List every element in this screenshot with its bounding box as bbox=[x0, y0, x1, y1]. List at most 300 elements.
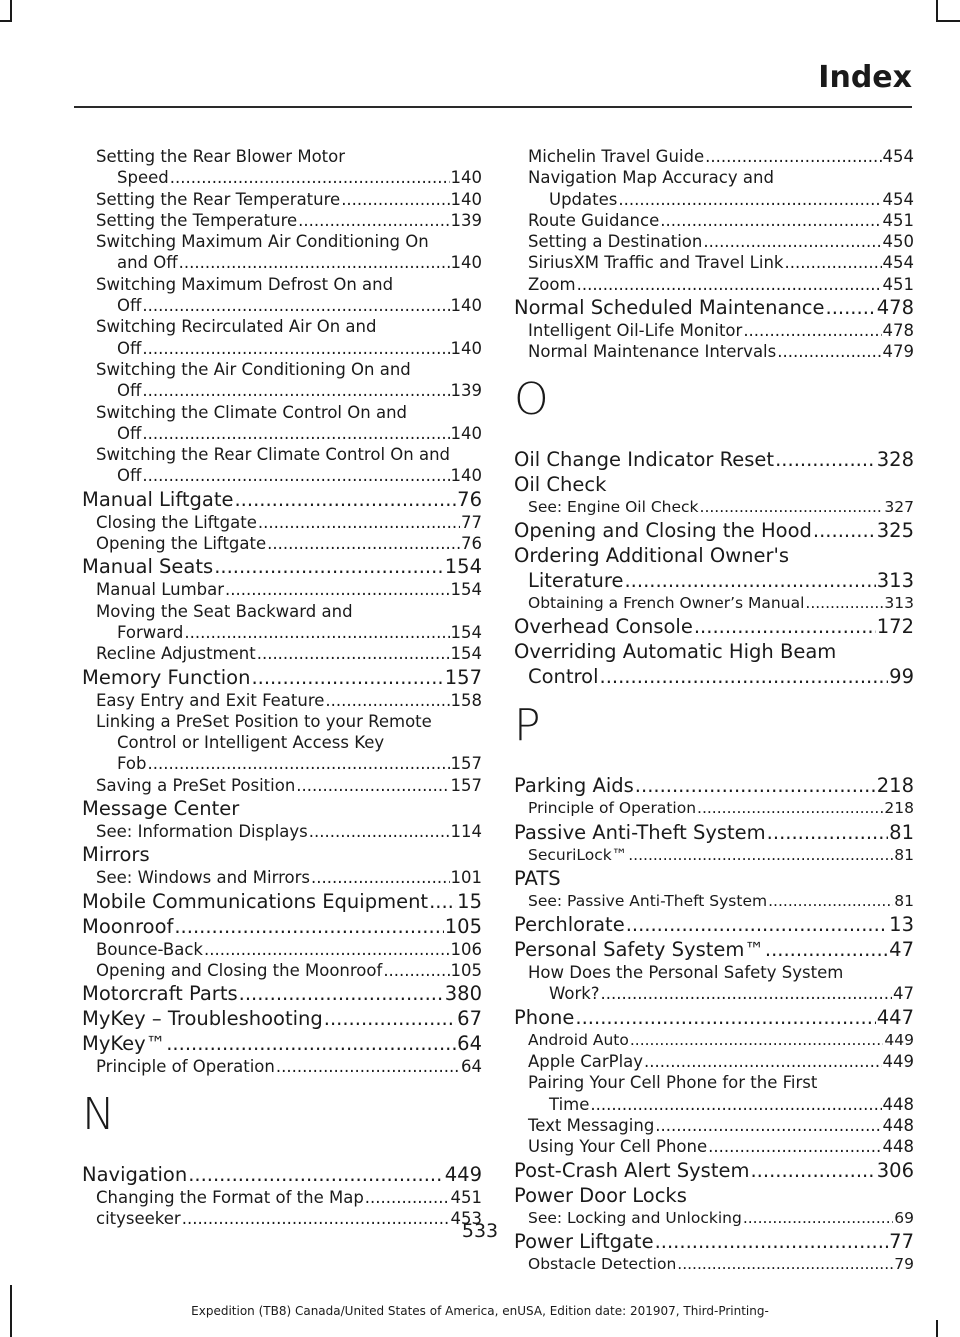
entry-page-number: 157 bbox=[450, 754, 482, 774]
index-entry bbox=[82, 423, 482, 444]
entry-label: Mirrors bbox=[82, 843, 150, 867]
entry-label: Route Guidance bbox=[528, 210, 660, 230]
index-entry bbox=[82, 487, 482, 512]
entry-label: Navigation Map Accuracy and bbox=[528, 168, 774, 188]
entry-page-number: 451 bbox=[882, 274, 914, 294]
entry-page-number: 158 bbox=[450, 690, 482, 710]
dot-leader bbox=[429, 889, 456, 914]
index-entry bbox=[82, 380, 482, 401]
dot-leader bbox=[214, 554, 444, 579]
dot-leader bbox=[309, 821, 450, 842]
dot-leader bbox=[234, 487, 456, 512]
index-entry bbox=[82, 533, 482, 554]
entry-label: Easy Entry and Exit Feature bbox=[96, 690, 325, 710]
index-entry bbox=[82, 665, 482, 690]
index-entry bbox=[514, 639, 914, 664]
index-entry bbox=[82, 960, 482, 981]
entry-label: Navigation bbox=[82, 1162, 188, 1186]
dot-leader bbox=[630, 1030, 884, 1051]
entry-label: Overhead Console bbox=[514, 615, 693, 639]
entry-page-number: 218 bbox=[884, 799, 914, 818]
entry-label: Updates bbox=[549, 189, 618, 209]
entry-label: Off bbox=[117, 381, 142, 401]
dot-leader bbox=[341, 189, 449, 210]
entry-label: Work? bbox=[549, 984, 600, 1004]
entry-label: Manual Lumbar bbox=[96, 580, 225, 600]
index-entry bbox=[82, 1187, 482, 1208]
entry-page-number: 218 bbox=[876, 774, 914, 798]
index-entry bbox=[514, 1183, 914, 1208]
entry-label: Setting the Rear Temperature bbox=[96, 189, 341, 209]
entry-label: Power Door Locks bbox=[514, 1183, 687, 1207]
entry-page-number: 64 bbox=[457, 1032, 482, 1056]
dot-leader bbox=[174, 914, 443, 939]
entry-label: Opening and Closing the Moonroof bbox=[96, 960, 383, 980]
entry-label: Off bbox=[117, 296, 142, 316]
dot-leader bbox=[575, 1005, 875, 1030]
index-entry bbox=[514, 167, 914, 188]
dot-leader bbox=[743, 320, 881, 341]
entry-page-number: 81 bbox=[889, 820, 914, 844]
dot-leader bbox=[750, 1158, 875, 1183]
entry-label: Principle of Operation bbox=[528, 799, 697, 818]
dot-leader bbox=[694, 614, 876, 639]
entry-label: Speed bbox=[117, 168, 169, 188]
dot-leader bbox=[257, 643, 450, 664]
entry-page-number: 139 bbox=[450, 381, 482, 401]
index-entry bbox=[82, 444, 482, 465]
dot-leader bbox=[170, 167, 450, 188]
entry-page-number: 451 bbox=[450, 1187, 482, 1207]
entry-label: Saving a PreSet Position bbox=[96, 775, 296, 795]
entry-label: Control bbox=[528, 665, 599, 689]
index-entry bbox=[514, 1072, 914, 1093]
dot-leader bbox=[677, 1254, 893, 1275]
entry-label: Mobile Communications Equipment bbox=[82, 889, 429, 913]
entry-page-number: 140 bbox=[450, 253, 482, 273]
dot-leader bbox=[805, 593, 883, 614]
entry-page-number: 47 bbox=[889, 938, 914, 962]
entry-page-number: 105 bbox=[450, 960, 482, 980]
index-entry bbox=[514, 1005, 914, 1030]
dot-leader bbox=[276, 1056, 460, 1077]
entry-label: Personal Safety System™ bbox=[514, 938, 764, 962]
index-entry bbox=[514, 1115, 914, 1136]
index-entry bbox=[514, 252, 914, 273]
dot-leader bbox=[660, 210, 881, 231]
entry-page-number: 328 bbox=[876, 447, 914, 471]
entry-label: Ordering Additional Owner's bbox=[514, 543, 790, 567]
entry-label: Off bbox=[117, 466, 142, 486]
dot-leader bbox=[600, 664, 889, 689]
index-entry bbox=[82, 867, 482, 888]
index-entry bbox=[82, 359, 482, 380]
entry-label: N bbox=[82, 1088, 115, 1140]
entry-label: Michelin Travel Guide bbox=[528, 147, 705, 166]
entry-label: Closing the Liftgate bbox=[96, 512, 257, 532]
entry-page-number: 454 bbox=[882, 189, 914, 209]
index-entry bbox=[82, 775, 482, 796]
index-entry bbox=[514, 866, 914, 891]
entry-page-number: 448 bbox=[882, 1137, 914, 1157]
dot-leader bbox=[775, 447, 876, 472]
entry-page-number: 478 bbox=[882, 321, 914, 341]
entry-page-number: 449 bbox=[884, 1030, 914, 1049]
entry-label: Literature bbox=[528, 568, 624, 592]
entry-page-number: 81 bbox=[894, 845, 914, 864]
index-entry bbox=[514, 798, 914, 819]
index-entry bbox=[514, 593, 914, 614]
index-entry bbox=[82, 146, 482, 167]
index-entry bbox=[514, 295, 914, 320]
index-entry bbox=[514, 891, 914, 912]
entry-label: Passive Anti-Theft System bbox=[514, 820, 766, 844]
index-entry bbox=[514, 341, 914, 362]
entry-label: See: Locking and Unlocking bbox=[528, 1208, 742, 1227]
entry-label: Parking Aids bbox=[514, 774, 634, 798]
entry-page-number: 139 bbox=[450, 210, 482, 230]
entry-page-number: 140 bbox=[450, 168, 482, 188]
dot-leader bbox=[325, 690, 449, 711]
index-entry bbox=[82, 889, 482, 914]
entry-label: How Does the Personal Safety System bbox=[528, 963, 844, 983]
entry-label: Text Messaging bbox=[528, 1115, 655, 1135]
dot-leader bbox=[204, 939, 450, 960]
entry-label: Fob bbox=[117, 754, 147, 774]
entry-label: Switching Maximum Defrost On and bbox=[96, 274, 394, 294]
dot-leader bbox=[184, 622, 449, 643]
entry-page-number: 451 bbox=[882, 210, 914, 230]
entry-page-number: 157 bbox=[450, 775, 482, 795]
index-entry bbox=[82, 1162, 482, 1187]
dot-leader bbox=[225, 579, 449, 600]
entry-label: Principle of Operation bbox=[96, 1057, 275, 1077]
entry-page-number: 325 bbox=[876, 518, 914, 542]
entry-label: Off bbox=[117, 423, 142, 443]
entry-page-number: 313 bbox=[876, 568, 914, 592]
dot-leader bbox=[142, 338, 449, 359]
entry-page-number: 140 bbox=[450, 296, 482, 316]
entry-page-number: 15 bbox=[457, 889, 482, 913]
entry-label: Control or Intelligent Access Key bbox=[117, 733, 385, 753]
entry-label: Motorcraft Parts bbox=[82, 982, 238, 1006]
dot-leader bbox=[826, 295, 876, 320]
index-entry bbox=[514, 1136, 914, 1157]
section-letter bbox=[514, 699, 914, 753]
entry-label: Switching Recirculated Air On and bbox=[96, 317, 377, 337]
entry-label: Setting a Destination bbox=[528, 232, 703, 252]
entry-label: MyKey – Troubleshooting bbox=[82, 1007, 323, 1031]
entry-label: Overriding Automatic High Beam bbox=[514, 640, 837, 664]
entry-label: Moonroof bbox=[82, 914, 174, 938]
entry-page-number: 77 bbox=[461, 512, 482, 532]
index-entry bbox=[82, 189, 482, 210]
entry-label: Oil Change Indicator Reset bbox=[514, 447, 775, 471]
entry-page-number: 106 bbox=[450, 939, 482, 959]
entry-page-number: 140 bbox=[450, 466, 482, 486]
entry-page-number: 448 bbox=[882, 1115, 914, 1135]
entry-label: Obtaining a French Owner’s Manual bbox=[528, 593, 805, 612]
index-entry bbox=[514, 543, 914, 568]
dot-leader bbox=[365, 1187, 450, 1208]
entry-page-number: 450 bbox=[882, 232, 914, 252]
entry-label: and Off bbox=[117, 253, 178, 273]
entry-page-number: 154 bbox=[444, 555, 482, 579]
index-entry bbox=[514, 320, 914, 341]
entry-label: Off bbox=[117, 338, 142, 358]
dot-leader bbox=[765, 937, 888, 962]
entry-page-number: 454 bbox=[882, 147, 914, 166]
dot-leader bbox=[324, 1006, 456, 1031]
index-entry bbox=[82, 512, 482, 533]
dot-leader bbox=[188, 1162, 444, 1187]
index-entry bbox=[82, 274, 482, 295]
entry-page-number: 380 bbox=[444, 982, 482, 1006]
entry-page-number: 64 bbox=[461, 1057, 482, 1077]
entry-page-number: 449 bbox=[444, 1162, 482, 1186]
index-entry bbox=[82, 316, 482, 337]
index-entry bbox=[514, 912, 914, 937]
entry-page-number: 454 bbox=[882, 253, 914, 273]
index-entry bbox=[514, 189, 914, 210]
entry-page-number: 67 bbox=[457, 1007, 482, 1031]
index-entry bbox=[82, 796, 482, 821]
entry-label: Memory Function bbox=[82, 665, 251, 689]
dot-leader bbox=[813, 518, 876, 543]
entry-page-number: 101 bbox=[450, 868, 482, 888]
entry-page-number: 157 bbox=[444, 665, 482, 689]
index-entry bbox=[82, 1031, 482, 1056]
entry-page-number: 140 bbox=[450, 189, 482, 209]
index-entry bbox=[514, 447, 914, 472]
entry-page-number: 172 bbox=[876, 615, 914, 639]
entry-label: Normal Scheduled Maintenance bbox=[514, 296, 825, 320]
entry-page-number: 306 bbox=[876, 1158, 914, 1182]
index-entry bbox=[82, 622, 482, 643]
dot-leader bbox=[626, 912, 888, 937]
dot-leader bbox=[708, 1136, 881, 1157]
index-entry bbox=[514, 1051, 914, 1072]
entry-label: Linking a PreSet Position to your Remote bbox=[96, 711, 432, 731]
dot-leader bbox=[705, 146, 881, 167]
index-entry bbox=[514, 1254, 914, 1275]
index-entry bbox=[82, 338, 482, 359]
index-entry bbox=[514, 274, 914, 295]
dot-leader bbox=[697, 798, 883, 819]
entry-page-number: 154 bbox=[450, 644, 482, 664]
entry-label: SiriusXM Traffic and Travel Link bbox=[528, 253, 784, 273]
entry-label: Opening and Closing the Hood bbox=[514, 518, 812, 542]
entry-label: Forward bbox=[117, 622, 184, 642]
index-entry bbox=[514, 497, 914, 518]
entry-label: MyKey™ bbox=[82, 1032, 166, 1056]
entry-page-number: 114 bbox=[450, 822, 482, 842]
entry-label: Android Auto bbox=[528, 1030, 629, 1049]
dot-leader bbox=[628, 845, 893, 866]
index-entry bbox=[514, 1094, 914, 1115]
index-entry bbox=[514, 568, 914, 593]
entry-page-number: 81 bbox=[894, 891, 914, 910]
crop-mark bbox=[936, 1320, 938, 1337]
section-letter bbox=[82, 1088, 482, 1142]
entry-page-number: 140 bbox=[450, 338, 482, 358]
entry-page-number: 154 bbox=[450, 580, 482, 600]
dot-leader bbox=[142, 465, 449, 486]
index-entry bbox=[82, 821, 482, 842]
crop-mark bbox=[936, 20, 960, 22]
index-entry bbox=[82, 842, 482, 867]
entry-page-number: 105 bbox=[444, 914, 482, 938]
dot-leader bbox=[777, 341, 881, 362]
dot-leader bbox=[644, 1051, 881, 1072]
entry-page-number: 447 bbox=[876, 1005, 914, 1029]
entry-label: Setting the Rear Blower Motor bbox=[96, 147, 346, 166]
entry-label: See: Engine Oil Check bbox=[528, 497, 699, 516]
entry-label: See: Passive Anti-Theft System bbox=[528, 891, 768, 910]
section-letter bbox=[514, 373, 914, 427]
dot-leader bbox=[296, 775, 449, 796]
index-entry bbox=[82, 465, 482, 486]
index-entry bbox=[82, 295, 482, 316]
index-entry bbox=[82, 1006, 482, 1031]
dot-leader bbox=[311, 867, 450, 888]
page-title: Index bbox=[818, 60, 912, 95]
entry-label: Post-Crash Alert System bbox=[514, 1158, 750, 1182]
entry-label: Obstacle Detection bbox=[528, 1254, 677, 1273]
index-entry bbox=[82, 753, 482, 774]
dot-leader bbox=[618, 189, 881, 210]
entry-label: Switching the Air Conditioning On and bbox=[96, 359, 411, 379]
index-entry bbox=[514, 146, 914, 167]
entry-label: Message Center bbox=[82, 797, 240, 821]
dot-leader bbox=[239, 981, 444, 1006]
entry-page-number: 77 bbox=[889, 1229, 914, 1253]
dot-leader bbox=[142, 380, 449, 401]
entry-label: Pairing Your Cell Phone for the First bbox=[528, 1073, 818, 1093]
index-entry bbox=[82, 690, 482, 711]
index-entry bbox=[82, 167, 482, 188]
entry-page-number: 479 bbox=[882, 342, 914, 362]
dot-leader bbox=[142, 295, 449, 316]
dot-leader bbox=[624, 568, 875, 593]
index-entry bbox=[514, 614, 914, 639]
index-entry bbox=[82, 914, 482, 939]
page-number: 533 bbox=[461, 1220, 499, 1242]
entry-page-number: 79 bbox=[894, 1254, 914, 1273]
entry-page-number: 76 bbox=[457, 487, 482, 511]
entry-label: See: Windows and Mirrors bbox=[96, 868, 310, 888]
dot-leader bbox=[700, 497, 884, 518]
entry-label: Switching Maximum Air Conditioning On bbox=[96, 232, 429, 252]
index-entry bbox=[514, 773, 914, 798]
entry-label: Zoom bbox=[528, 274, 576, 294]
dot-leader bbox=[601, 983, 892, 1004]
entry-label: cityseeker bbox=[96, 1208, 181, 1228]
entry-page-number: 140 bbox=[450, 423, 482, 443]
entry-label: Intelligent Oil-Life Monitor bbox=[528, 321, 743, 341]
entry-label: SecuriLock™ bbox=[528, 845, 628, 864]
entry-page-number: 449 bbox=[882, 1052, 914, 1072]
crop-mark bbox=[936, 0, 938, 20]
index-entry bbox=[514, 518, 914, 543]
index-entry bbox=[514, 1030, 914, 1051]
index-entry bbox=[82, 252, 482, 273]
index-entry bbox=[514, 820, 914, 845]
index-entry bbox=[514, 983, 914, 1004]
index-entry bbox=[514, 664, 914, 689]
index-entry bbox=[514, 1158, 914, 1183]
index-entry bbox=[82, 1056, 482, 1077]
crop-mark bbox=[0, 20, 12, 22]
dot-leader bbox=[251, 665, 443, 690]
entry-label: Manual Liftgate bbox=[82, 487, 234, 511]
entry-label: Moving the Seat Backward and bbox=[96, 601, 353, 621]
entry-label: Opening the Liftgate bbox=[96, 534, 267, 554]
index-entry bbox=[514, 845, 914, 866]
dot-leader bbox=[655, 1115, 881, 1136]
entry-page-number: 47 bbox=[893, 984, 914, 1004]
index-entry bbox=[82, 711, 482, 732]
dot-leader bbox=[142, 423, 449, 444]
dot-leader bbox=[147, 753, 449, 774]
entry-label: Phone bbox=[514, 1005, 575, 1029]
index-entry bbox=[82, 981, 482, 1006]
index-entry bbox=[82, 939, 482, 960]
index-entry bbox=[82, 554, 482, 579]
index-column-left bbox=[82, 146, 482, 1229]
index-entry bbox=[514, 937, 914, 962]
dot-leader bbox=[590, 1094, 881, 1115]
entry-page-number: 448 bbox=[882, 1094, 914, 1114]
entry-label: Setting the Temperature bbox=[96, 210, 298, 230]
dot-leader bbox=[635, 773, 876, 798]
index-column-right bbox=[514, 146, 914, 1275]
index-entry bbox=[82, 231, 482, 252]
dot-leader bbox=[258, 512, 460, 533]
dot-leader bbox=[166, 1031, 456, 1056]
header-divider bbox=[74, 106, 912, 108]
index-entry bbox=[82, 579, 482, 600]
entry-page-number: 99 bbox=[889, 665, 914, 689]
entry-label: Recline Adjustment bbox=[96, 644, 256, 664]
entry-label: PATS bbox=[514, 866, 561, 890]
entry-page-number: 76 bbox=[461, 534, 482, 554]
dot-leader bbox=[179, 252, 450, 273]
entry-page-number: 154 bbox=[450, 622, 482, 642]
index-entry bbox=[514, 231, 914, 252]
dot-leader bbox=[767, 820, 889, 845]
entry-label: Perchlorate bbox=[514, 913, 625, 937]
index-entry bbox=[514, 962, 914, 983]
entry-label: Oil Check bbox=[514, 472, 607, 496]
index-entry bbox=[82, 210, 482, 231]
index-entry bbox=[82, 601, 482, 622]
dot-leader bbox=[784, 252, 881, 273]
dot-leader bbox=[383, 960, 449, 981]
entry-page-number: 313 bbox=[884, 593, 914, 612]
entry-label: Switching the Climate Control On and bbox=[96, 402, 407, 422]
entry-page-number: 453 bbox=[450, 1208, 482, 1228]
footer-edition-note: Expedition (TB8) Canada/United States of America, enUSA, Edition date: 201907, Third-Printing- bbox=[191, 1304, 769, 1318]
dot-leader bbox=[768, 891, 893, 912]
dot-leader bbox=[577, 274, 882, 295]
entry-label: Apple CarPlay bbox=[528, 1052, 644, 1072]
entry-label: Time bbox=[549, 1094, 590, 1114]
entry-label: P bbox=[514, 700, 541, 752]
entry-label: Switching the Rear Climate Control On and bbox=[96, 445, 451, 465]
index-entry bbox=[514, 472, 914, 497]
entry-label: Using Your Cell Phone bbox=[528, 1137, 708, 1157]
